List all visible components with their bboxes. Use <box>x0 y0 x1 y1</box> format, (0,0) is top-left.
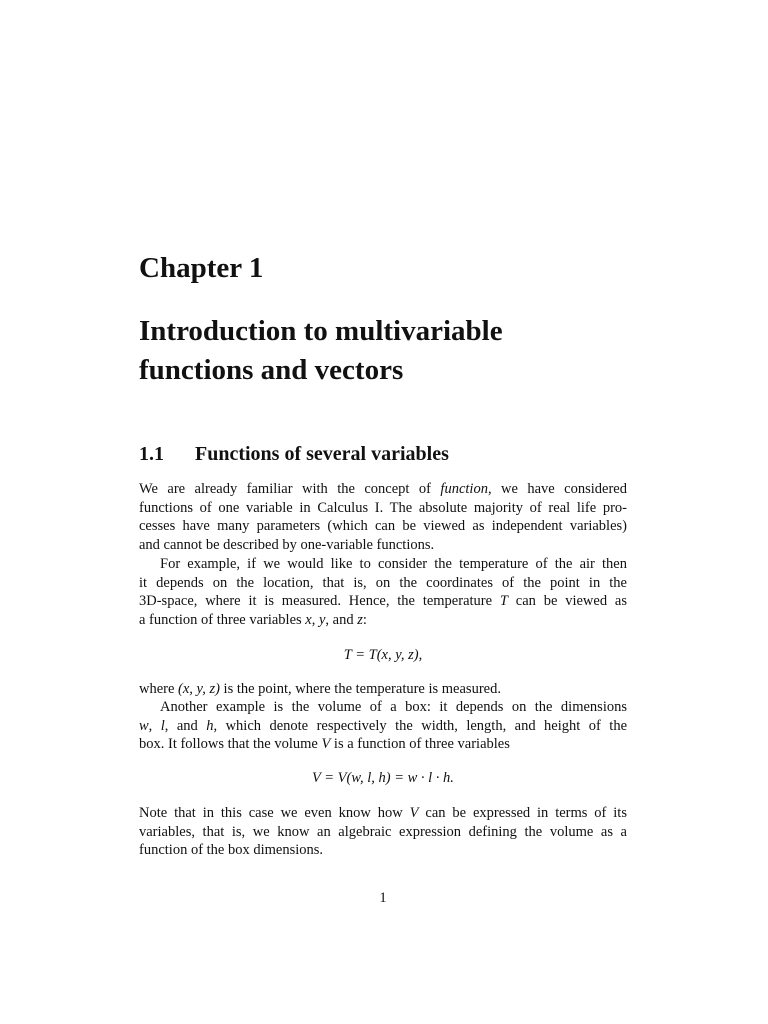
equation-volume: V = V(w, l, h) = w · l · h. <box>312 770 454 786</box>
function-term: function <box>440 481 488 497</box>
paragraph-1 <box>139 480 627 554</box>
page-number: 1 <box>379 890 387 906</box>
paragraph-5-line-2: variables, that is, we know an algebraic expression defining the volume as a <box>139 823 627 840</box>
chapter-title <box>139 312 503 390</box>
paragraph-3-line-1: where (x, y, z) is the point, where the temperature is measured. <box>139 681 501 697</box>
paragraph-4-line-1: Another example is the volume of a box: it depends on the dimensions <box>160 699 627 715</box>
paragraph-5-line-1: Note that in this case we even know how V can be expressed in terms of its <box>139 805 627 821</box>
var-l: l <box>160 717 165 734</box>
var-y: y <box>318 611 326 628</box>
paragraph-2-line-4: a function of three variables x, y, and z: <box>139 611 367 628</box>
var-T: T <box>499 593 508 610</box>
paragraph-4-line-2: w, l, and h, which denote respectively the width, length, and height of the <box>139 717 627 734</box>
equation-temperature: T = T(x, y, z), <box>343 647 423 663</box>
var-w: w <box>139 717 149 734</box>
point-xyz: (x, y, z) <box>178 681 220 697</box>
section-number: 1.1 <box>139 443 164 465</box>
paragraph-1-line-1: We are already familiar with the concept of function, we have considered <box>139 481 627 497</box>
section-title: Functions of several variables <box>195 443 449 465</box>
paragraph-4-line-3: box. It follows that the volume V is a function of three variables <box>139 736 510 753</box>
chapter-title-line-2: functions and vectors <box>139 354 404 386</box>
paragraph-5 <box>139 804 627 860</box>
paragraph-1-line-3: cesses have many parameters (which can be viewed as independent variables) <box>139 518 627 535</box>
paragraph-1-line-2: functions of one variable in Calculus I. The absolute majority of real life pro- <box>139 499 627 516</box>
var-V-2: V <box>409 805 419 821</box>
paragraph-5-line-3: function of the box dimensions. <box>139 842 324 859</box>
chapter-label: Chapter 1 <box>139 252 264 284</box>
section-heading <box>139 440 449 468</box>
paragraph-4 <box>139 698 627 754</box>
paragraph-2-line-1: For example, if we would like to consider the temperature of the air then <box>160 556 627 572</box>
paragraph-3 <box>139 680 627 699</box>
var-z: z <box>357 611 363 628</box>
var-x: x <box>305 611 312 628</box>
paragraph-1-line-4: and cannot be described by one-variable functions. <box>139 536 435 553</box>
chapter-title-line-1: Introduction to multivariable <box>139 315 503 347</box>
paragraph-2 <box>139 555 627 629</box>
paragraph-2-line-3: 3D-space, where it is measured. Hence, the temperature T can be viewed as <box>139 593 627 610</box>
var-h: h <box>206 717 214 734</box>
paragraph-2-line-2: it depends on the location, that is, on the coordinates of the point in the <box>139 574 627 591</box>
var-V: V <box>321 736 331 753</box>
